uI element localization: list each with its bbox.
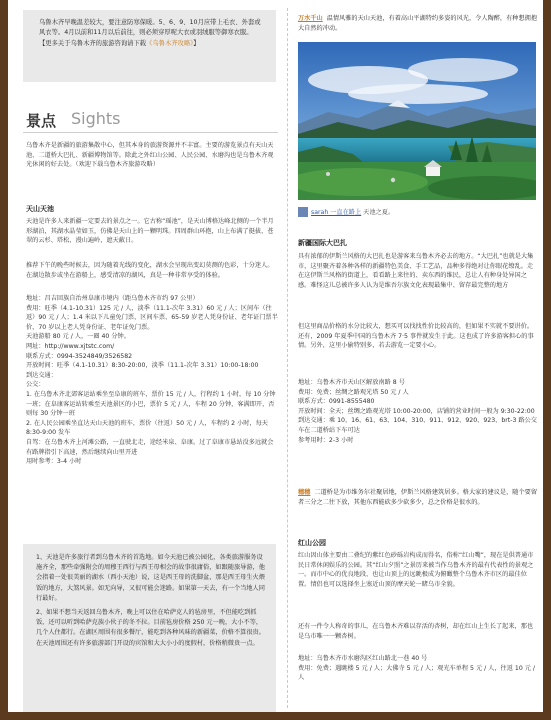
lake-landscape-illustration bbox=[298, 42, 536, 200]
hongshan-note: 还有一件令人称奇的事儿，在乌鲁木齐难以存活的杏树，却在红山上生长了起来，那也是乌市唯一一颗杏树。 bbox=[298, 623, 534, 640]
sights-section-title bbox=[23, 110, 278, 133]
info-line: 费用：旺季（4.1-10.31）125 元 / 人，淡季（11.1-次年 3.31）60 元 / 人；区间车（往返）90 元 / 人；1.4 米以下儿童免门票，区间车票、65-59 岁老人凭身份证、老年证门票半价，70 岁以上老人凭身份证、老年证免门票。 bbox=[26, 304, 278, 331]
hongshan-info bbox=[298, 654, 539, 683]
info-line: 地址：乌鲁木齐市天山区解放南路 8 号 bbox=[298, 379, 405, 386]
bazaar-info bbox=[298, 378, 539, 445]
download-tip: 【更多关于乌鲁木齐的旅游咨询请下载《乌鲁木齐攻略》】 bbox=[39, 39, 200, 47]
quote-author-tag[interactable]: 穗穗 bbox=[298, 489, 311, 496]
info-line: 费用：免费；遇眺楼 5 元 / 人；大佛寺 5 元 / 人；观光车单程 5 元 / 人，往返 10 元 / 人 bbox=[298, 664, 535, 682]
hongshan-title: 红山公园 bbox=[298, 539, 326, 547]
climate-tip-box bbox=[23, 10, 276, 82]
section-title-zh: 景点 bbox=[26, 112, 57, 130]
guide-download-link[interactable]: 《乌鲁木齐攻略》 bbox=[146, 39, 194, 47]
traveler-quote: 穗穗 二道桥是为市维务尔社聚居地，伊斯兰风格建筑居多。格大家的建议是，随个要留者三分之二往下放，其他东西能砍多少砍多少，总之价格是很水的。 bbox=[298, 489, 538, 506]
climate-tip-text: 乌鲁木齐早晚温差较大，要注意防寒保暖。5、6、9、10月应带上毛衣、外套或风衣等。4月以前和11月以后前往，则必须穿厚呢大衣或羽绒服等御寒衣服。 bbox=[39, 19, 261, 37]
info-line: 天池游船 80 元 / 人，一圈 40 分钟。 bbox=[26, 333, 130, 341]
column-divider bbox=[287, 8, 288, 708]
tip-paragraph: 1、天池是许多旅行者到乌鲁木齐的首选地。如今天池已被公园化，各类旅游服务设施齐全，那些牵强附会的周穆王西行与西王母相会的故事很庸俗，如跟随旅导游，他会指着一处很美丽的湖水（西小天池）说，这是西王母的洗脚盆，那是西王母生火煨饭的地方，大煞风景。如无向导，又很可能会迷路。如果第一天去，有一个当地人同行最好。 bbox=[36, 554, 265, 602]
author-name-link[interactable]: sarah 一直在路上 bbox=[311, 209, 362, 216]
photo-author-tag[interactable]: 万水千山 bbox=[298, 15, 323, 22]
info-line: 费用：免费；丝绸之路观光塔 50 元 / 人 bbox=[298, 388, 409, 396]
info-line: 开放时间：全天；丝绸之路观光塔 10:00-20:00，店铺的营业时间一般为 9:30-22:00 bbox=[298, 407, 535, 415]
info-line: 联系方式：0994-3524849/3526582 bbox=[26, 352, 133, 360]
info-line: 2. 在人民公园乘坐直达天山天池的班车，票价（往返）50 元 / 人，车程约 2 小时，每天 8:30-9:00 发车 bbox=[26, 419, 268, 437]
info-line: 开放时间：旺季（4.1-10.31）8:30-20:00，淡季（11.1-次年 3.31）10:00-18:00 bbox=[26, 362, 259, 370]
tip-paragraph: 2、如果不想当天返回乌鲁木齐，晚上可以住在哈萨克人的毡房里，不但能吃到抓饭，还可以听到哈萨克族小伙子的冬不拉。目前毡房价格 250 元一晚，大小不等，几个人住都行。在湖区周围有很多餐厅，能吃到各种风味的新疆菜，价格不算很贵。在天池周围还有许多旅游部门开设的宾馆和大大小小的度假村，价格稍微贵一点。 bbox=[36, 609, 265, 647]
page-frame-bottom bbox=[0, 712, 551, 720]
tianchi-info bbox=[26, 294, 278, 467]
tianchi-desc: 天池是许多人来新疆一定要去的景点之一。它古称“瑶池”，是天山博格达峰北侧的一个半月形湖泊，其湖水晶莹如玉，仿佛是天山上的一颗明珠。四周群山环抱，山上布满了挺拔、苍翠的云杉、塔松，漫山遍岭，遮天蔽日。 bbox=[26, 218, 274, 245]
author-note: 天池之夏。 bbox=[363, 209, 395, 216]
info-line: 1. 在乌鲁木齐北郊客运站乘坐至阜康的班车，票价 15 元 / 人，行程约 1 小时，每 10 分钟一班；在阜康客运站转乘至天池景区的小巴，票价 5 元 / 人，车程 20 分钟，客满即开，否则每 30 分钟一班 bbox=[26, 390, 276, 418]
bazaar-title: 新疆国际大巴扎 bbox=[298, 239, 347, 247]
guide-page bbox=[8, 0, 543, 712]
tianchi-title: 天山天池 bbox=[26, 205, 54, 213]
info-line: 到达交通： bbox=[26, 371, 57, 379]
sights-intro: 乌鲁木齐是新疆的旅游集散中心，但其本身的旅游资源并不丰富。主要的游览景点有天山天池、二道桥大巴扎、新疆博物馆等。除此之外红山公园、人民公园、水磨沟也是乌鲁木齐观光休闲的好去处。（欢迎下载乌鲁木齐旅游攻略） bbox=[26, 142, 274, 169]
hongshan-desc: 红山因山体主要由二叠纪的紫红色砂砾岩构成而得名，俗称“红山嘴”，现在是供普通市民日常休闲娱乐的公园。其“红山夕照”之景历来被当作乌鲁木齐的最有代表性的景观之一。而市中心的优良地段、也让山顶上的远眺极成为俯瞰整个乌鲁木齐市区的最佳位置。情侣也可以选择坐上塞近山顶的摩天轮一睹乌市全貌。 bbox=[298, 552, 534, 588]
info-line: 用时参考：3-4 小时 bbox=[26, 458, 82, 466]
bazaar-desc: 具有浓郁的伊斯兰风格的大巴扎也是游客来乌鲁木齐必去的地方。“大巴扎”也就是大集市，这里聚齐着各种各样的新疆特色美食、手工艺品，品种多得绝对让你眼花缭乱。走在这伊斯兰风格的街道上，看看路上来往的、卖东西的维民，总让人有种身处异国之感。难怪这儿总被许多人认为是维吾尔族文化表现最集中、留存最完整的地方 bbox=[298, 253, 534, 289]
info-line: 参考用时：2-3 小时 bbox=[298, 436, 354, 444]
travel-tips-box bbox=[23, 544, 276, 712]
info-line: 地址：昌吉回族自治州阜康市境内（距乌鲁木齐市约 97 公里） bbox=[26, 295, 199, 302]
info-line[interactable]: 网址：http://www.xjtstc.com/ bbox=[26, 342, 115, 350]
tianchi-lake-photo bbox=[298, 42, 536, 200]
tianchi-tip: 推荐下午的晚些时候去，因为随着光线的变化，湖水会呈现出变幻莫测的色彩，十分迷人。在湖边散步或坐在游船上，感受清凉的湖风，真是一种非常享受的体验。 bbox=[26, 262, 274, 279]
info-line: 地址：乌鲁木齐市水磨沟区红山路北一巷 40 号 bbox=[298, 655, 428, 662]
info-line: 公交： bbox=[26, 381, 45, 389]
section-title-en: Sights bbox=[71, 109, 121, 128]
avatar[interactable] bbox=[298, 207, 308, 217]
info-line: 到达交通：乘 10、16、61、63、104、310、911、912、920、923、brt-3 路公交车在二道桥站下车可达 bbox=[298, 417, 537, 434]
photo-caption: 万水千山 温情风雅的天山天池，有着高山平湖特约多姿的风光，令人陶醉，有种想拥抱大自然的冲动。 bbox=[298, 15, 538, 32]
bazaar-warning: 但这里商品价格的水分比较大，想买可以找找性价比较高的，但如果不实就不要讲价。还有，2009 年夏季中国的乌鲁木齐 7·5 事件就发生于此。这也成了许多游客担心的事情。另外，这里小偷特别多，若去游览一定要小心。 bbox=[298, 323, 534, 350]
photo-author bbox=[298, 207, 394, 219]
info-line: 联系方式：0991-8555480 bbox=[298, 398, 375, 406]
info-line: 自驾：在乌鲁木齐上河滩公路，一直驶北走，途经米泉、阜康。过了阜康市悬站没多远就会有路牌指引下高速，然后继续向山里开进 bbox=[26, 438, 274, 456]
